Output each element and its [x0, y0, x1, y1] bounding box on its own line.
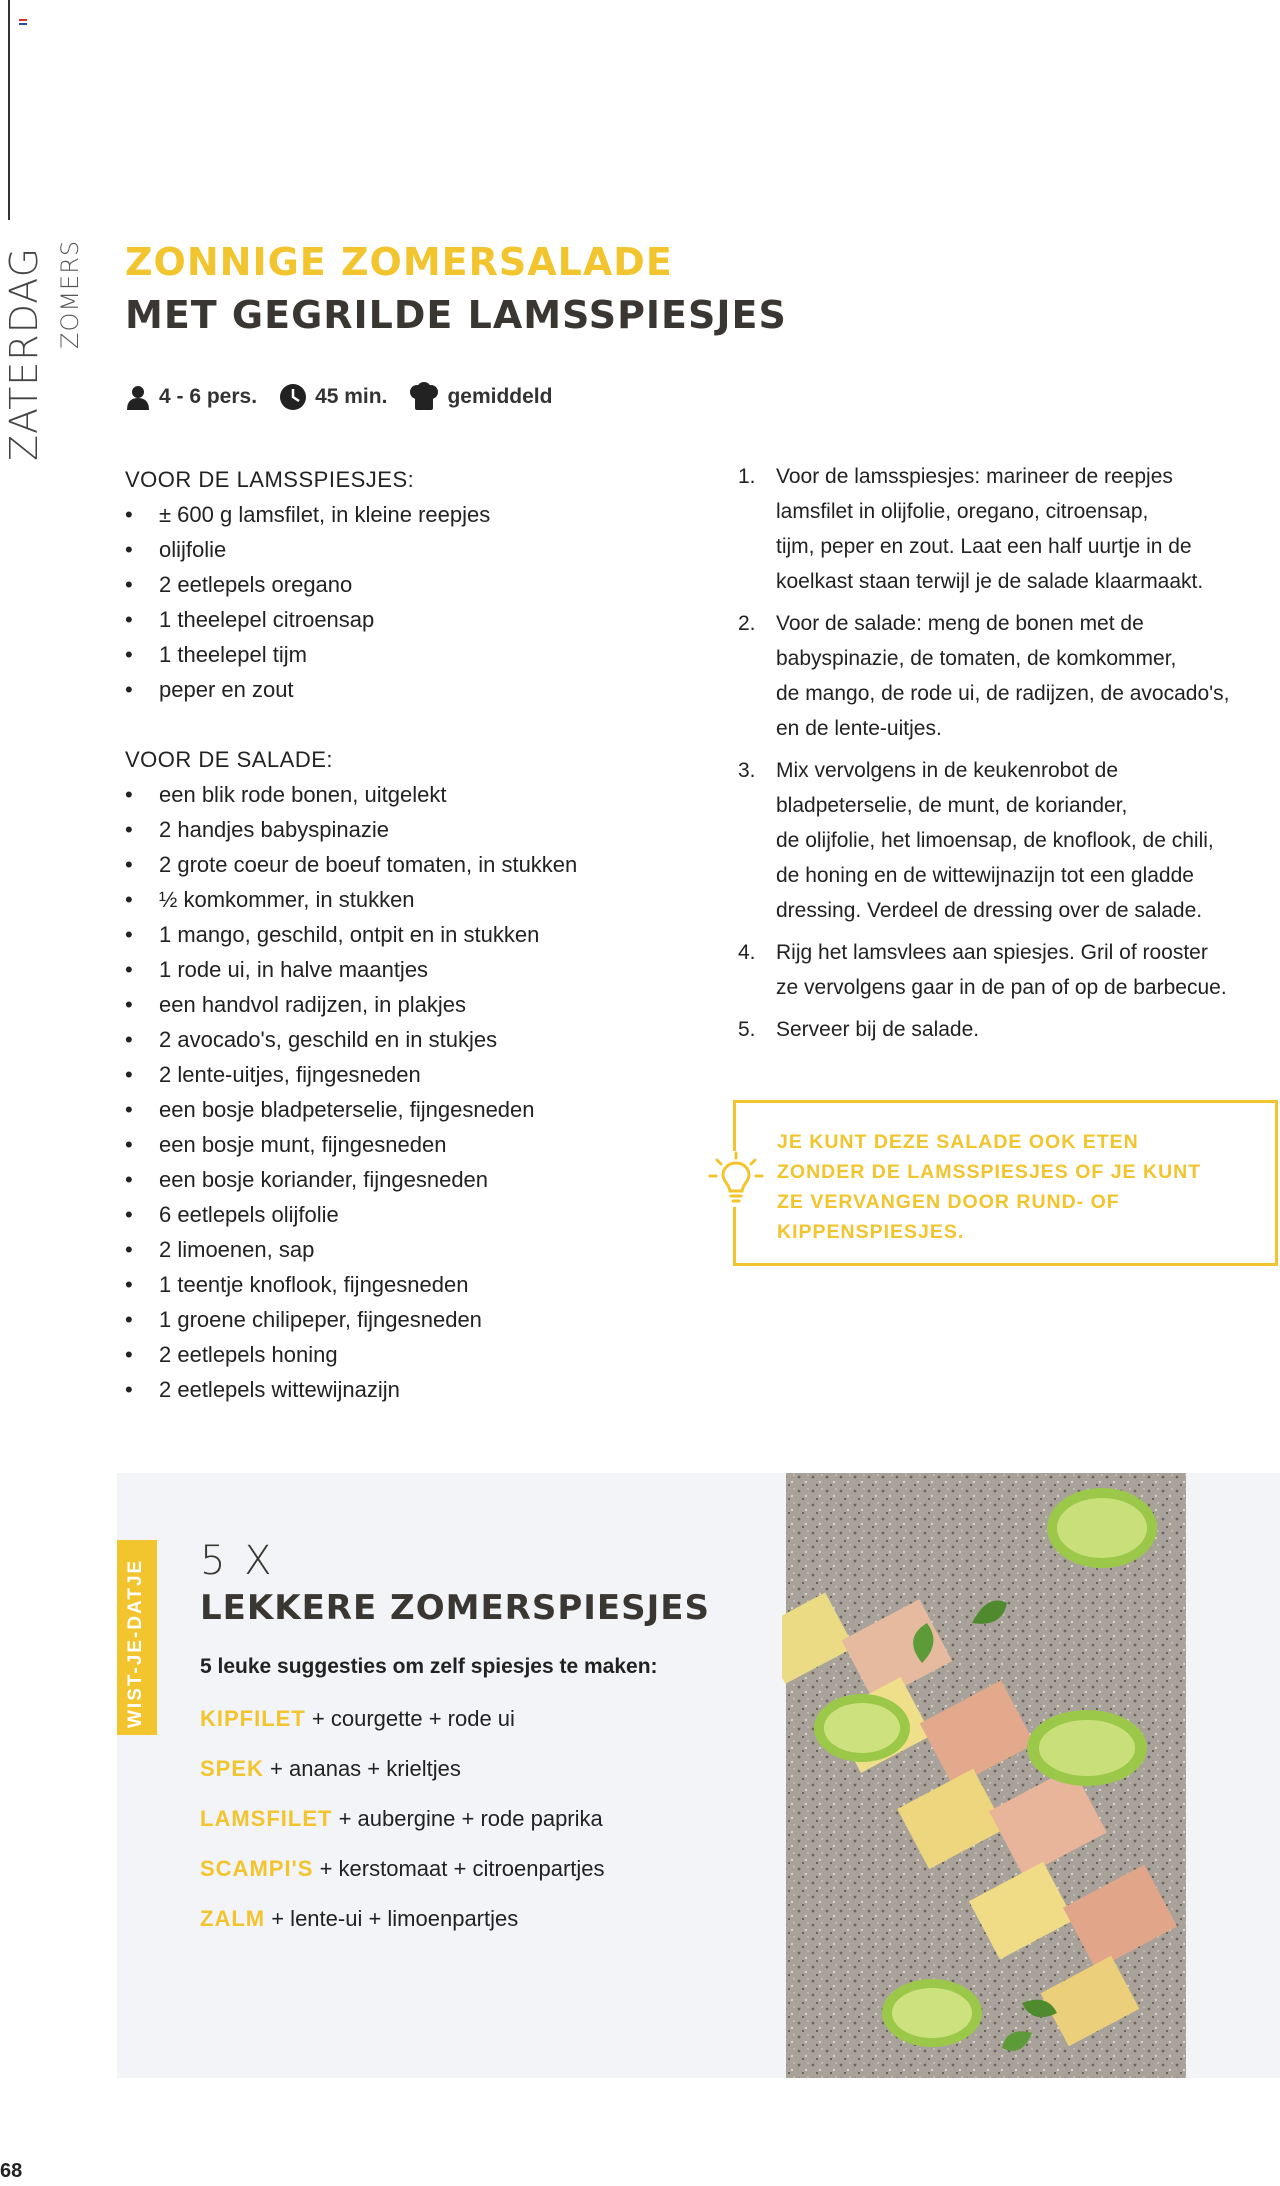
step-item — [738, 753, 1278, 928]
ingredient-list — [125, 777, 685, 1407]
side-divider — [8, 0, 10, 220]
ingredient-item: • 1 mango, geschild, ontpit en in stukken — [125, 917, 685, 952]
step-line: ze vervolgens gaar in de pan of op de barbecue. — [776, 976, 1227, 999]
suggestion-key: KIPFILET — [200, 1706, 306, 1731]
ingredient-item: • 1 theelepel citroensap — [125, 602, 685, 637]
suggestion-rest: + kerstomaat + citroenpartjes — [319, 1856, 605, 1881]
step-number: 5. — [738, 1018, 756, 1041]
step-number: 3. — [738, 759, 756, 782]
box-title: LEKKERE ZOMERSPIESJES — [200, 1588, 710, 1628]
suggestion-item — [200, 1706, 515, 1732]
ingredient-heading: VOOR DE LAMSSPIESJES: — [125, 467, 415, 492]
lightbulb-icon — [708, 1151, 764, 1207]
ingredient-item: • 2 lente-uitjes, fijngesneden — [125, 1057, 685, 1092]
step-item — [738, 935, 1278, 1005]
step-line: de mango, de rode ui, de radijzen, de avocado's, — [776, 682, 1230, 705]
suggestion-key: LAMSFILET — [200, 1806, 333, 1831]
wist-je-datje-tab — [117, 1540, 157, 1735]
suggestion-rest: + lente-ui + limoenpartjes — [271, 1906, 519, 1931]
side-label — [0, 225, 84, 465]
step-number: 4. — [738, 941, 756, 964]
recipe-title-line2: MET GEGRILDE LAMSSPIESJES — [125, 293, 787, 337]
ingredient-item: • 2 handjes babyspinazie — [125, 812, 685, 847]
ingredient-item: • een bosje munt, fijngesneden — [125, 1127, 685, 1162]
tip-line: ZONDER DE LAMSSPIESJES OF JE KUNT — [777, 1161, 1202, 1183]
ingredient-item: • 2 avocado's, geschild en in stukjes — [125, 1022, 685, 1057]
ingredient-list — [125, 497, 685, 707]
box-count: 5 X — [200, 1538, 275, 1584]
step-line: de honing en de wittewijnazijn tot een gladde — [776, 864, 1194, 887]
ingredient-item: • een bosje bladpeterselie, fijngesneden — [125, 1092, 685, 1127]
ingredient-item: • een blik rode bonen, uitgelekt — [125, 777, 685, 812]
page-number: 68 — [0, 2160, 23, 2182]
wist-je-datje-label: WIST-JE-DATJE — [125, 1558, 146, 1728]
step-item — [738, 606, 1278, 746]
tip-text — [777, 1127, 1257, 1247]
ingredient-item: • peper en zout — [125, 672, 685, 707]
step-number: 2. — [738, 612, 756, 635]
suggestion-item — [200, 1906, 518, 1932]
suggestion-key: SPEK — [200, 1756, 264, 1781]
suggestion-rest: + courgette + rode ui — [311, 1706, 515, 1731]
suggestion-item — [200, 1806, 603, 1832]
step-line: dressing. Verdeel de dressing over de salade. — [776, 899, 1203, 922]
tip-line: JE KUNT DEZE SALADE OOK ETEN — [777, 1131, 1139, 1153]
step-line: de olijfolie, het limoensap, de knoflook, de chili, — [776, 829, 1214, 852]
clock-icon — [279, 383, 307, 411]
persons-text: 4 - 6 pers. — [159, 385, 258, 408]
suggestion-item — [200, 1756, 461, 1782]
side-day: ZATERDAG — [2, 246, 46, 461]
ingredient-item: • olijfolie — [125, 532, 685, 567]
ingredient-item: • 2 limoenen, sap — [125, 1232, 685, 1267]
persons-info — [125, 384, 257, 410]
step-line: Serveer bij de salade. — [776, 1018, 980, 1041]
step-line: koelkast staan terwijl je de salade klaarmaakt. — [776, 570, 1204, 593]
step-number: 1. — [738, 465, 756, 488]
chef-hat-icon — [409, 382, 439, 412]
recipe-meta — [125, 382, 574, 412]
step-line: bladpeterselie, de munt, de koriander, — [776, 794, 1128, 817]
steps — [738, 459, 1278, 1054]
person-icon — [125, 384, 151, 410]
suggestion-rest: + ananas + krieltjes — [270, 1756, 461, 1781]
step-line: Rijg het lamsvlees aan spiesjes. Gril of rooster — [776, 941, 1208, 964]
step-line: en de lente-uitjes. — [776, 717, 942, 740]
ingredient-item: • een handvol radijzen, in plakjes — [125, 987, 685, 1022]
ingredient-item: • ½ komkommer, in stukken — [125, 882, 685, 917]
recipe-title-line1: ZONNIGE ZOMERSALADE — [125, 240, 673, 284]
step-line: Voor de salade: meng de bonen met de — [776, 612, 1144, 635]
suggestion-item — [200, 1856, 605, 1882]
ingredient-item: • 2 grote coeur de boeuf tomaten, in stukken — [125, 847, 685, 882]
suggestion-key: ZALM — [200, 1906, 266, 1931]
difficulty-info — [409, 382, 552, 412]
ingredient-item: • 1 rode ui, in halve maantjes — [125, 952, 685, 987]
ingredient-item: • 1 theelepel tijm — [125, 637, 685, 672]
ingredient-item: • ± 600 g lamsfilet, in kleine reepjes — [125, 497, 685, 532]
ingredient-item: • 6 eetlepels olijfolie — [125, 1197, 685, 1232]
step-line: Mix vervolgens in de keukenrobot de — [776, 759, 1119, 782]
step-line: babyspinazie, de tomaten, de komkommer, — [776, 647, 1177, 670]
ingredients — [125, 462, 685, 1407]
time-info — [279, 383, 387, 411]
box-subtitle: 5 leuke suggesties om zelf spiesjes te maken: — [200, 1655, 658, 1678]
ingredient-item: • 1 groene chilipeper, fijngesneden — [125, 1302, 685, 1337]
suggestion-key: SCAMPI'S — [200, 1856, 314, 1881]
ingredient-item: • 2 eetlepels oregano — [125, 567, 685, 602]
ingredient-item: • een bosje koriander, fijngesneden — [125, 1162, 685, 1197]
step-line: Voor de lamsspiesjes: marineer de reepjes — [776, 465, 1173, 488]
suggestion-rest: + aubergine + rode paprika — [338, 1806, 603, 1831]
step-line: tijm, peper en zout. Laat een half uurtje in de — [776, 535, 1192, 558]
step-item — [738, 1012, 1278, 1047]
flag-icon — [19, 19, 27, 25]
step-item — [738, 459, 1278, 599]
tip-box — [733, 1100, 1278, 1266]
difficulty-text: gemiddeld — [447, 385, 553, 408]
ingredient-heading: VOOR DE SALADE: — [125, 747, 334, 772]
ingredient-item: • 2 eetlepels honing — [125, 1337, 685, 1372]
ingredient-item: • 1 teentje knoflook, fijngesneden — [125, 1267, 685, 1302]
side-theme: ZOMERS — [56, 239, 84, 349]
tip-line: KIPPENSPIESJES. — [777, 1221, 965, 1243]
skewer-photo — [782, 1473, 1212, 2078]
step-line: lamsfilet in olijfolie, oregano, citroensap, — [776, 500, 1149, 523]
time-text: 45 min. — [315, 385, 388, 408]
ingredient-item: • 2 eetlepels wittewijnazijn — [125, 1372, 685, 1407]
tip-line: ZE VERVANGEN DOOR RUND- OF — [777, 1191, 1120, 1213]
